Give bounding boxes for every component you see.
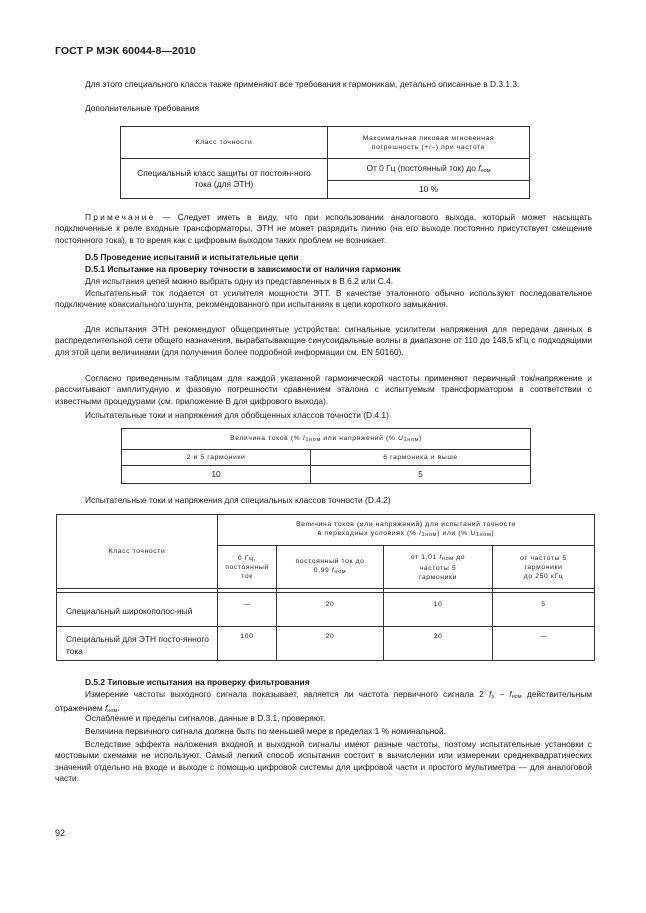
d52-paragraph-4: Вследствие эффекта наложения входной и выходной сигналы имеют разные частоты, поэтому испытательные установки с мостовыми схемами не используют. Самый легкий способ испытания состоит в вычислении или измерении среднеквадратических значений отдельно на входе и выходе с помощью цифровой системы для цифровой части и простого мультиметра — для аналоговой части. [55,739,592,784]
table-row: Специальный для ЭТН посто-янного тока 100 20 20 — [57,627,595,661]
table3-subcol-101-to-5th: от 1,01 $f_{ном}$ до частоты 5 гармоники [384,546,493,589]
d51-paragraph-4: Согласно приведенным таблицам для каждой указанной гармонической частоты применяют первичный ток/напряжение и рассчитывают амплитудную и фазовую погрешности сравнением эталона с испытуемым трансформатором в соответствии с известными процедурами (см. приложение В для цифрового выхода). [55,373,592,406]
table2-col-harmonics-2-5: 2 и 5 гармоники [122,450,311,466]
d52-paragraph-2: Ослабление и пределы сигналов, данные в D.3.1, проверяют. [85,713,326,723]
section-d5-title: D.5 Проведение испытаний и испытательные цепи [85,252,299,262]
table1-error-value: 10 % [328,181,530,199]
d51-paragraph-3: Для испытания ЭТН рекомендуют общепринятые устройства: сигнальные усилители напряжения для передачи данных в распределительной сети общего назначения, вырабатывающие синусоидальные волны в диапазоне от 110 до 148,5 кГц с подходящими для этой цели величинами (для получения более подробной информации см. EN 50160). [55,324,592,357]
section-d52-title: D.5.2 Типовые испытания на проверку фильтрования [85,677,310,687]
intro-paragraph: Для этого специального класса также применяют все требования к гармоникам, детально описанные в D.3.1.3. [85,79,520,89]
table-row: Специальный широкополос-ный — 20 10 5 [57,593,595,627]
table2-value-2: 5 [311,466,531,484]
table3-row-label: Специальный широкополос-ный [57,593,218,627]
d51-paragraph-1: Для испытания цепей можно выбрать одну из представленных в В.6.2 или С.4. [85,276,394,286]
page-number: 92 [55,828,66,838]
table3-row-label: Специальный для ЭТН посто-янного тока [57,627,218,661]
table-special-classes [56,514,595,661]
table-dc-class [120,126,530,199]
table1-error-header-line1: Максимальная пиковая мгновенная [362,134,495,142]
table2-value-1: 10 [122,466,311,484]
table3-top-header: Величина токов (или напряжений) для испытаний точности в переходных условиях (% $I_{1ном}$) или (% $U_{1ном}$) [218,515,595,546]
table1-error-header [328,127,530,159]
additional-requirements-label: Дополнительные требования [85,103,199,113]
d52-paragraph-1: Измерение частоты выходного сигнала показывает, является ли частота первичного сигнала 2 $f_s - f_{ном}$ действительным отражением $f_{ном}$. [55,689,593,715]
table2-header: Величина токов (% $I_{1ном}$ или напряжений (% $U_{1ном}$) [122,429,531,450]
table1-class-header: Класс точности [121,127,328,159]
table1-freq-text: От 0 Гц (постоянный ток) до [366,162,479,173]
table1-frequency-range [328,159,530,181]
table1-error-header-line2: погрешность (+/–) при частоте [371,143,486,151]
note-label: Примечание [85,212,156,222]
section-d51-title: D.5.1 Испытание на проверку точности в зависимости от наличия гармоник [85,264,401,274]
note-paragraph [55,212,592,246]
table-generalized-classes [121,428,531,484]
d51-paragraph-5: Испытательные токи и напряжения для обобщенных классов точности (D.4.1) [85,410,389,420]
table1-row-label: Специальный класс защиты от постоян-ного тока (для ЭТН) [121,159,328,199]
note-text: — Следует иметь в виду, что при использовании аналогового выхода, который может насыщать подключенные к реле входные трансформаторы, ЭТН не может разрядить линию (на его выходе постоянно присутствует смещение постоянного тока), в то время как с цифровым выходом таких проблем не возникает. [55,212,592,245]
table2-col-harmonics-6-up: 6 гармоника и выше [311,450,531,466]
document-header: ГОСТ Р МЭК 60044-8—2010 [55,45,196,57]
table1-freq-var: f [478,162,481,173]
d52-paragraph-3: Величина первичного сигнала должна быть по меньшей мере в пределах 1 % номинальной. [85,726,446,736]
table3-caption: Испытательные токи и напряжения для специальных классов точности (D.4.2) [85,495,391,505]
table3-subcol-5th-to-250k: от частоты 5 гармоники до 250 кГц [493,546,595,589]
d51-paragraph-2: Испытательный ток подается от усилителя мощности ЭТТ. В качестве эталонного обычно используют последовательное подключение коаксиального шунта, рекомендованного при испытаниях в цепи короткого замыкания. [55,288,592,310]
table3-subcol-to-099: постоянный ток до 0,99 $f_{ном}$ [277,546,384,589]
table1-freq-sub: ном [480,167,491,174]
table3-class-header: Класс точности [57,515,218,589]
table3-subcol-dc: 0 Гц, постоянный ток [218,546,277,589]
